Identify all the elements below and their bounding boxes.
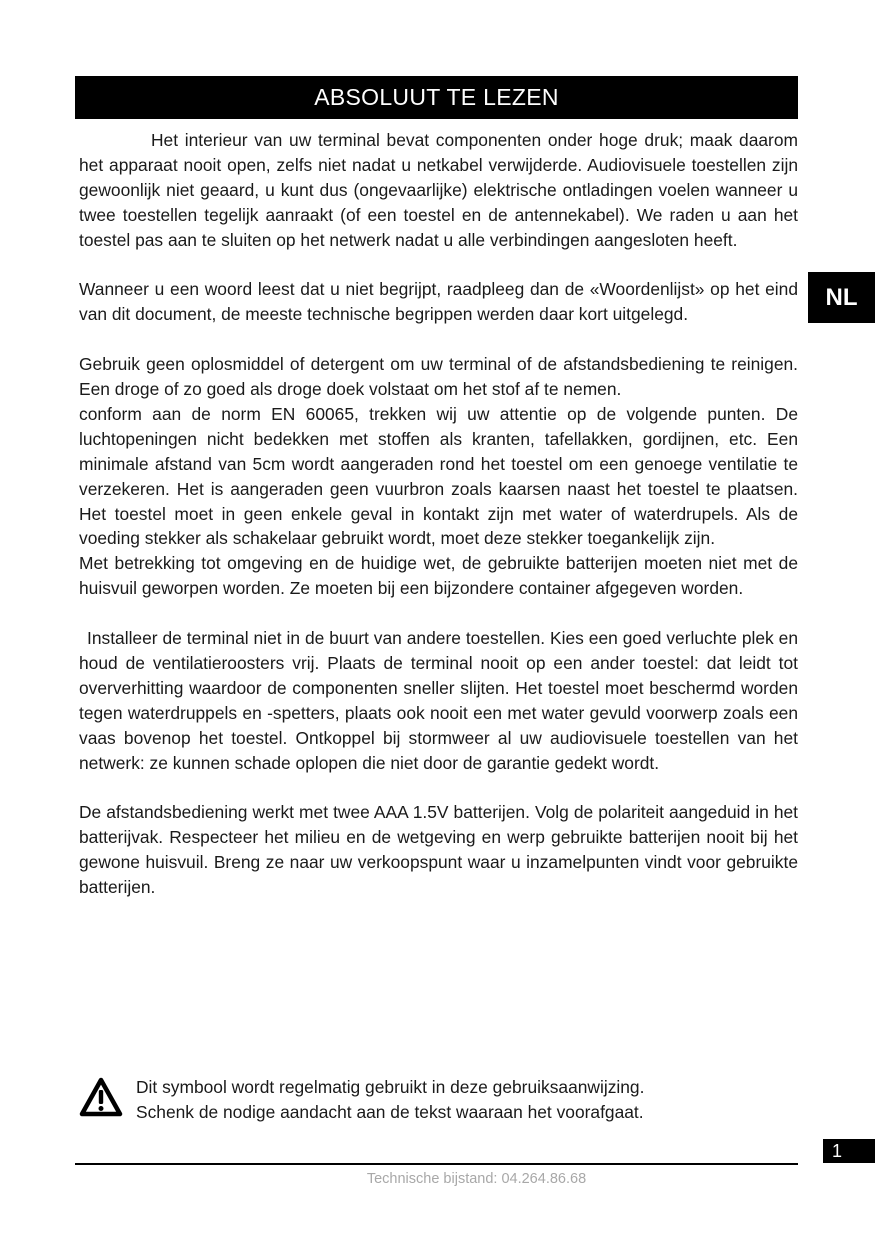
paragraph-glossary: Wanneer u een woord leest dat u niet begrijpt, raadpleeg dan de «Woordenlijst» op het eind van dit document, de meeste technische begrippen werden daar kort uitgelegd. bbox=[79, 279, 798, 325]
footer-divider bbox=[75, 1163, 798, 1165]
section-title-bar bbox=[75, 76, 798, 119]
paragraph-ventilation: conform aan de norm EN 60065, trekken wij uw attentie op de volgende punten. De luchtopeningen nicht bedekken met stoffen als kranten, tafellakken, gordijnen, etc. Een minimale afstand van 5cm wordt aangeraden rond het toestel om een genoege ventilatie te verzekeren. Het is aangeraden geen vuurbron zoals kaarsen naast het toestel te plaatsen. Het toestel moet in geen enkele geval in kontakt zijn met water of waterdrupels. Als de voeding stekker als schakelaar gebruikt wordt, moet deze stekker toegankelijk zijn. bbox=[79, 403, 798, 549]
warning-triangle-icon bbox=[79, 1077, 123, 1117]
page-number-tab bbox=[823, 1139, 875, 1163]
paragraph-gap bbox=[79, 253, 798, 278]
paragraph-installation: Installeer de terminal niet in de buurt van andere toestellen. Kies een goed verluchte plek en houd de ventilatieroosters vrij. Plaats de terminal nooit op een ander toestel: dat leidt tot oververhitting waardoor de componenten sneller slijten. Het toestel moet beschermd worden tegen waterdruppels en -spetters, plaats ook nooit een met water gevuld voorwerp zoals een vaas bovenop het toestel. Ontkoppel bij stormweer al uw audiovisuele toestellen van het netwerk: ze kunnen schade oplopen die niet door de garantie gedekt wordt. bbox=[79, 628, 798, 773]
language-label: NL bbox=[825, 283, 858, 311]
paragraph-cleaning: Gebruik geen oplosmiddel of detergent om uw terminal of de afstandsbediening te reinigen. Een droge of zo goed als droge doek volstaat om het stof af te nemen. bbox=[79, 354, 798, 400]
warning-note bbox=[79, 1075, 798, 1125]
warning-text bbox=[136, 1075, 644, 1125]
paragraph-safety-pressure: Het interieur van uw terminal bevat componenten onder hoge druk; maak daarom het apparaat nooit open, zelfs niet nadat u netkabel verwijderde. Audiovisuele toestellen zijn gewoonlijk niet geaard, u kunt dus (ongevaarlijke) elektrische ontladingen voelen wanneer u twee toestellen tegelijk aanraakt (of een toestel en de antennekabel). We raden u aan het toestel pas aan te sluiten op het netwerk nadat u alle verbindingen aangesloten heeft. bbox=[79, 130, 798, 250]
support-phone-text: Technische bijstand: 04.264.86.68 bbox=[366, 1171, 587, 1187]
warning-line-1: Dit symbool wordt regelmatig gebruikt in deze gebruiksaanwijzing. bbox=[136, 1077, 645, 1097]
page-number: 1 bbox=[832, 1140, 843, 1161]
paragraph-batteries-disposal: Met betrekking tot omgeving en de huidige wet, de gebruikte batterijen moeten niet met de huisvuil geworpen worden. Ze moeten bij een bijzondere container afgegeven worden. bbox=[79, 553, 798, 599]
warning-line-2: Schenk de nodige aandacht aan de tekst waaraan het voorafgaat. bbox=[136, 1102, 644, 1122]
paragraph-gap bbox=[79, 776, 798, 801]
paragraph-gap bbox=[79, 601, 798, 626]
section-title: ABSOLUUT TE LEZEN bbox=[314, 84, 559, 110]
language-tab bbox=[808, 272, 875, 323]
paragraph-gap bbox=[79, 327, 798, 352]
document-body bbox=[79, 128, 798, 900]
paragraph-remote-batteries: De afstandsbediening werkt met twee AAA 1.5V batterijen. Volg de polariteit aangeduid in het batterijvak. Respecteer het milieu en de wetgeving en werp gebruikte batterijen nooit bij het gewone huisvuil. Breng ze naar uw verkoopspunt waar u inzamelpunten vindt voor gebruikte batterijen. bbox=[79, 802, 798, 898]
